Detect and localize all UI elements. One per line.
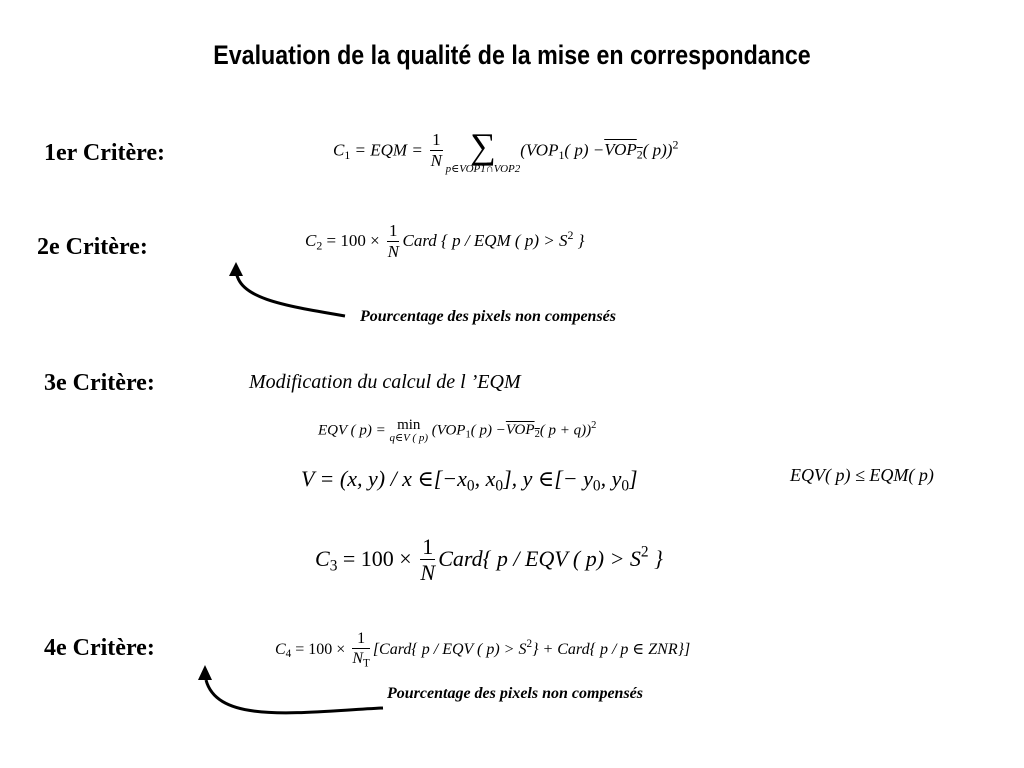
eq3-den: N bbox=[420, 560, 436, 586]
eq4-end: } + Card{ p / p ∈ ZNR}] bbox=[532, 640, 691, 658]
eq1-sum-limit: p∈VOP1∩VOP2 bbox=[445, 163, 521, 175]
note-uncompensated-pixels-2: Pourcentage des pixels non compensés bbox=[387, 685, 643, 702]
eqv-min-limit: q∈V ( p) bbox=[389, 432, 428, 444]
eq2-exp: 2 bbox=[567, 227, 574, 242]
eq2-pre: = 100 × bbox=[322, 230, 384, 250]
eqv-lhs: EQV ( p) = bbox=[318, 422, 390, 439]
eq3-body: Card{ p / EQV ( p) > S bbox=[438, 545, 641, 571]
eq4-den-sub: T bbox=[362, 656, 370, 669]
eq1-body-c-sub: 2 bbox=[636, 147, 643, 162]
slide-title: Evaluation de la qualité de la mise en correspondance bbox=[213, 40, 811, 70]
vdef-text: V = (x, y) / x ∈[−x bbox=[301, 466, 467, 491]
eqv-body-b: ( p) − bbox=[470, 422, 506, 439]
eq4-num: 1 bbox=[352, 630, 370, 649]
eq1-body-b: ( p) − bbox=[564, 140, 605, 160]
eq4-pre: = 100 × bbox=[291, 640, 350, 658]
eqv-body-c-text: VOP bbox=[505, 422, 535, 439]
eq1-body-a: (VOP bbox=[520, 140, 559, 160]
criterion-3-label: 3e Critère: bbox=[44, 370, 155, 396]
eq4-body: [Card{ p / EQV ( p) > S bbox=[372, 640, 527, 658]
eq4-lhs: C bbox=[275, 640, 286, 658]
eqv-body-d: ( p + q)) bbox=[539, 422, 592, 439]
eqv-body-c-sub: 2 bbox=[534, 429, 540, 441]
eq1-num: 1 bbox=[432, 130, 441, 150]
criterion-2-label: 2e Critère: bbox=[37, 234, 148, 260]
eq4-den-text: N bbox=[352, 649, 363, 667]
criterion-1-label: 1er Critère: bbox=[44, 140, 166, 166]
eqv-exp: 2 bbox=[591, 420, 597, 432]
eq3-exp: 2 bbox=[640, 543, 649, 561]
eq3-lhs-sub: 3 bbox=[329, 557, 338, 575]
sum-symbol: ∑ bbox=[470, 126, 496, 166]
eq4-exp: 2 bbox=[526, 638, 533, 651]
vdef-sub2: 0 bbox=[495, 477, 504, 495]
eq2-body: Card { p / EQM ( p) > S bbox=[402, 230, 568, 250]
eq3-end: } bbox=[648, 545, 663, 571]
eq3-pre: = 100 × bbox=[337, 545, 418, 571]
eq1-exp: 2 bbox=[672, 137, 679, 152]
eqv-body-a: (VOP bbox=[428, 422, 466, 439]
eq2-lhs-sub: 2 bbox=[316, 238, 323, 253]
eq1-lhs-sub: 1 bbox=[344, 147, 351, 162]
criterion-4-label: 4e Critère: bbox=[44, 635, 155, 661]
vdef-mid3: , y bbox=[600, 466, 622, 491]
eq2-num: 1 bbox=[388, 221, 398, 240]
eq1-body-c-text: VOP bbox=[604, 140, 637, 160]
eq2-den: N bbox=[387, 241, 399, 261]
vdef-mid2: ], y ∈[− y bbox=[503, 466, 593, 491]
vdef-sub3: 0 bbox=[592, 477, 601, 495]
eq2-end: } bbox=[573, 230, 585, 250]
eqv-body-a-sub: 1 bbox=[465, 429, 471, 441]
eq3-num: 1 bbox=[422, 534, 434, 559]
eq1-den: N bbox=[430, 151, 442, 171]
c3-subtitle: Modification du calcul de l ’EQM bbox=[249, 371, 521, 393]
eq1-lhs: C bbox=[333, 140, 345, 160]
vdef-end: ] bbox=[629, 466, 638, 491]
eq1-mid: = EQM = bbox=[350, 140, 428, 160]
eq3-lhs: C bbox=[315, 545, 330, 571]
vdef-sub4: 0 bbox=[621, 477, 630, 495]
eq2-lhs: C bbox=[305, 230, 317, 250]
eq1-body-a-sub: 1 bbox=[558, 147, 565, 162]
equation-inequality: EQV( p) ≤ EQM( p) bbox=[790, 465, 934, 485]
eqv-min-op: min bbox=[397, 417, 421, 433]
eq4-lhs-sub: 4 bbox=[285, 648, 292, 661]
note-uncompensated-pixels-1: Pourcentage des pixels non compensés bbox=[360, 308, 616, 325]
vdef-mid: , x bbox=[474, 466, 496, 491]
vdef-sub1: 0 bbox=[466, 477, 475, 495]
eq1-body-d: ( p)) bbox=[642, 140, 673, 160]
